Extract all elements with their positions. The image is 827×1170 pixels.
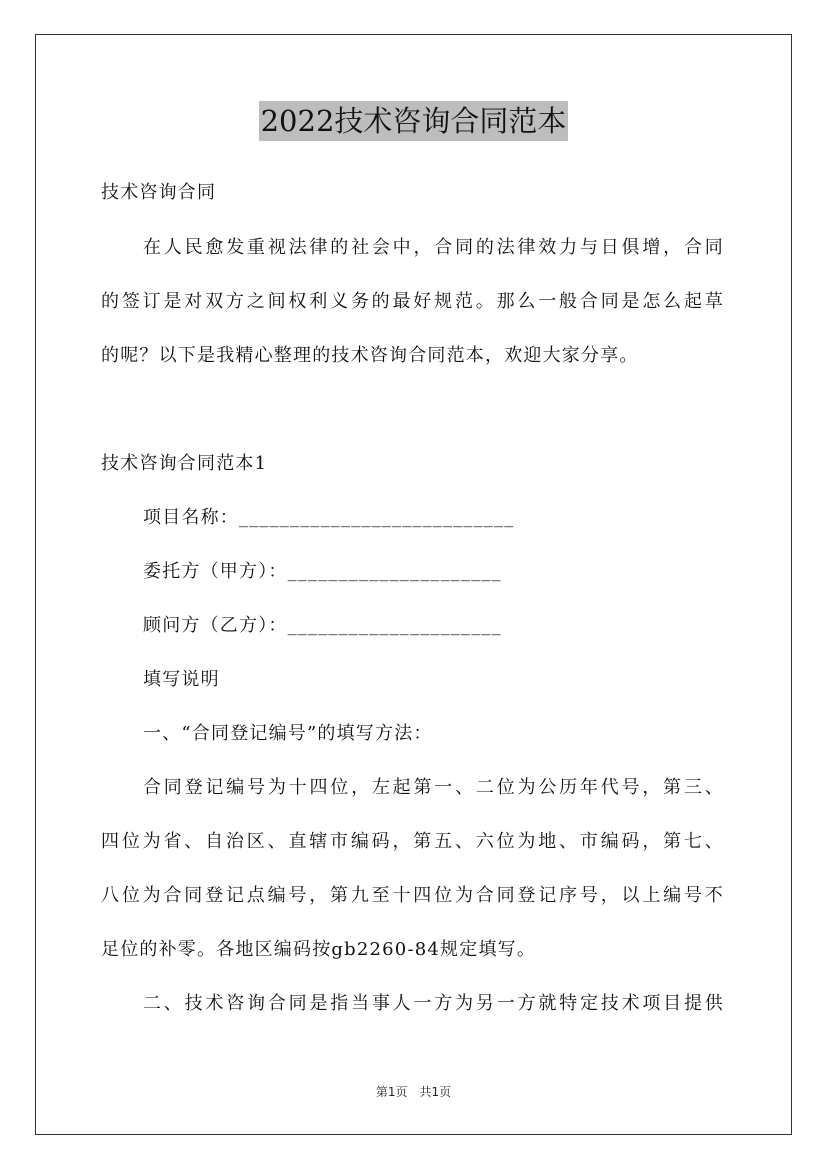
page-footer: 第1页 共1页 [375,1085,452,1099]
intro-line-2: 的签订是对双方之间权利义务的最好规范。那么一般合同是怎么起草 [101,291,724,312]
section1-line-4: 足位的补零。各地区编码按gb2260-84规定填写。 [101,939,537,960]
intro-line-3: 的呢？以下是我精心整理的技术咨询合同范本，欢迎大家分享。 [101,345,639,366]
instructions-heading: 填写说明 [143,669,220,690]
section1-line-1: 合同登记编号为十四位，左起第一、二位为公历年代号，第三、 [143,777,724,798]
intro-line-1: 在人民愈发重视法律的社会中，合同的法律效力与日俱增，合同 [143,237,724,258]
section1-heading: 一、“合同登记编号”的填写方法： [143,723,433,744]
section1-line-3: 八位为合同登记点编号，第九至十四位为合同登记序号，以上编号不 [101,885,724,906]
heading-template-1: 技术咨询合同范本1 [101,453,268,474]
heading-contract: 技术咨询合同 [101,182,217,203]
page-title: 2022技术咨询合同范本 [259,101,569,141]
field-consultant: 顾问方（乙方）：_____________________ [143,615,502,636]
section2-line-1: 二、技术咨询合同是指当事人一方为另一方就特定技术项目提供 [143,993,724,1014]
section1-line-2: 四位为省、自治区、直辖市编码，第五、六位为地、市编码，第七、 [101,831,724,852]
field-client: 委托方（甲方）：_____________________ [143,561,502,582]
title-wrap [0,101,827,141]
field-project-name: 项目名称：___________________________ [143,507,515,528]
